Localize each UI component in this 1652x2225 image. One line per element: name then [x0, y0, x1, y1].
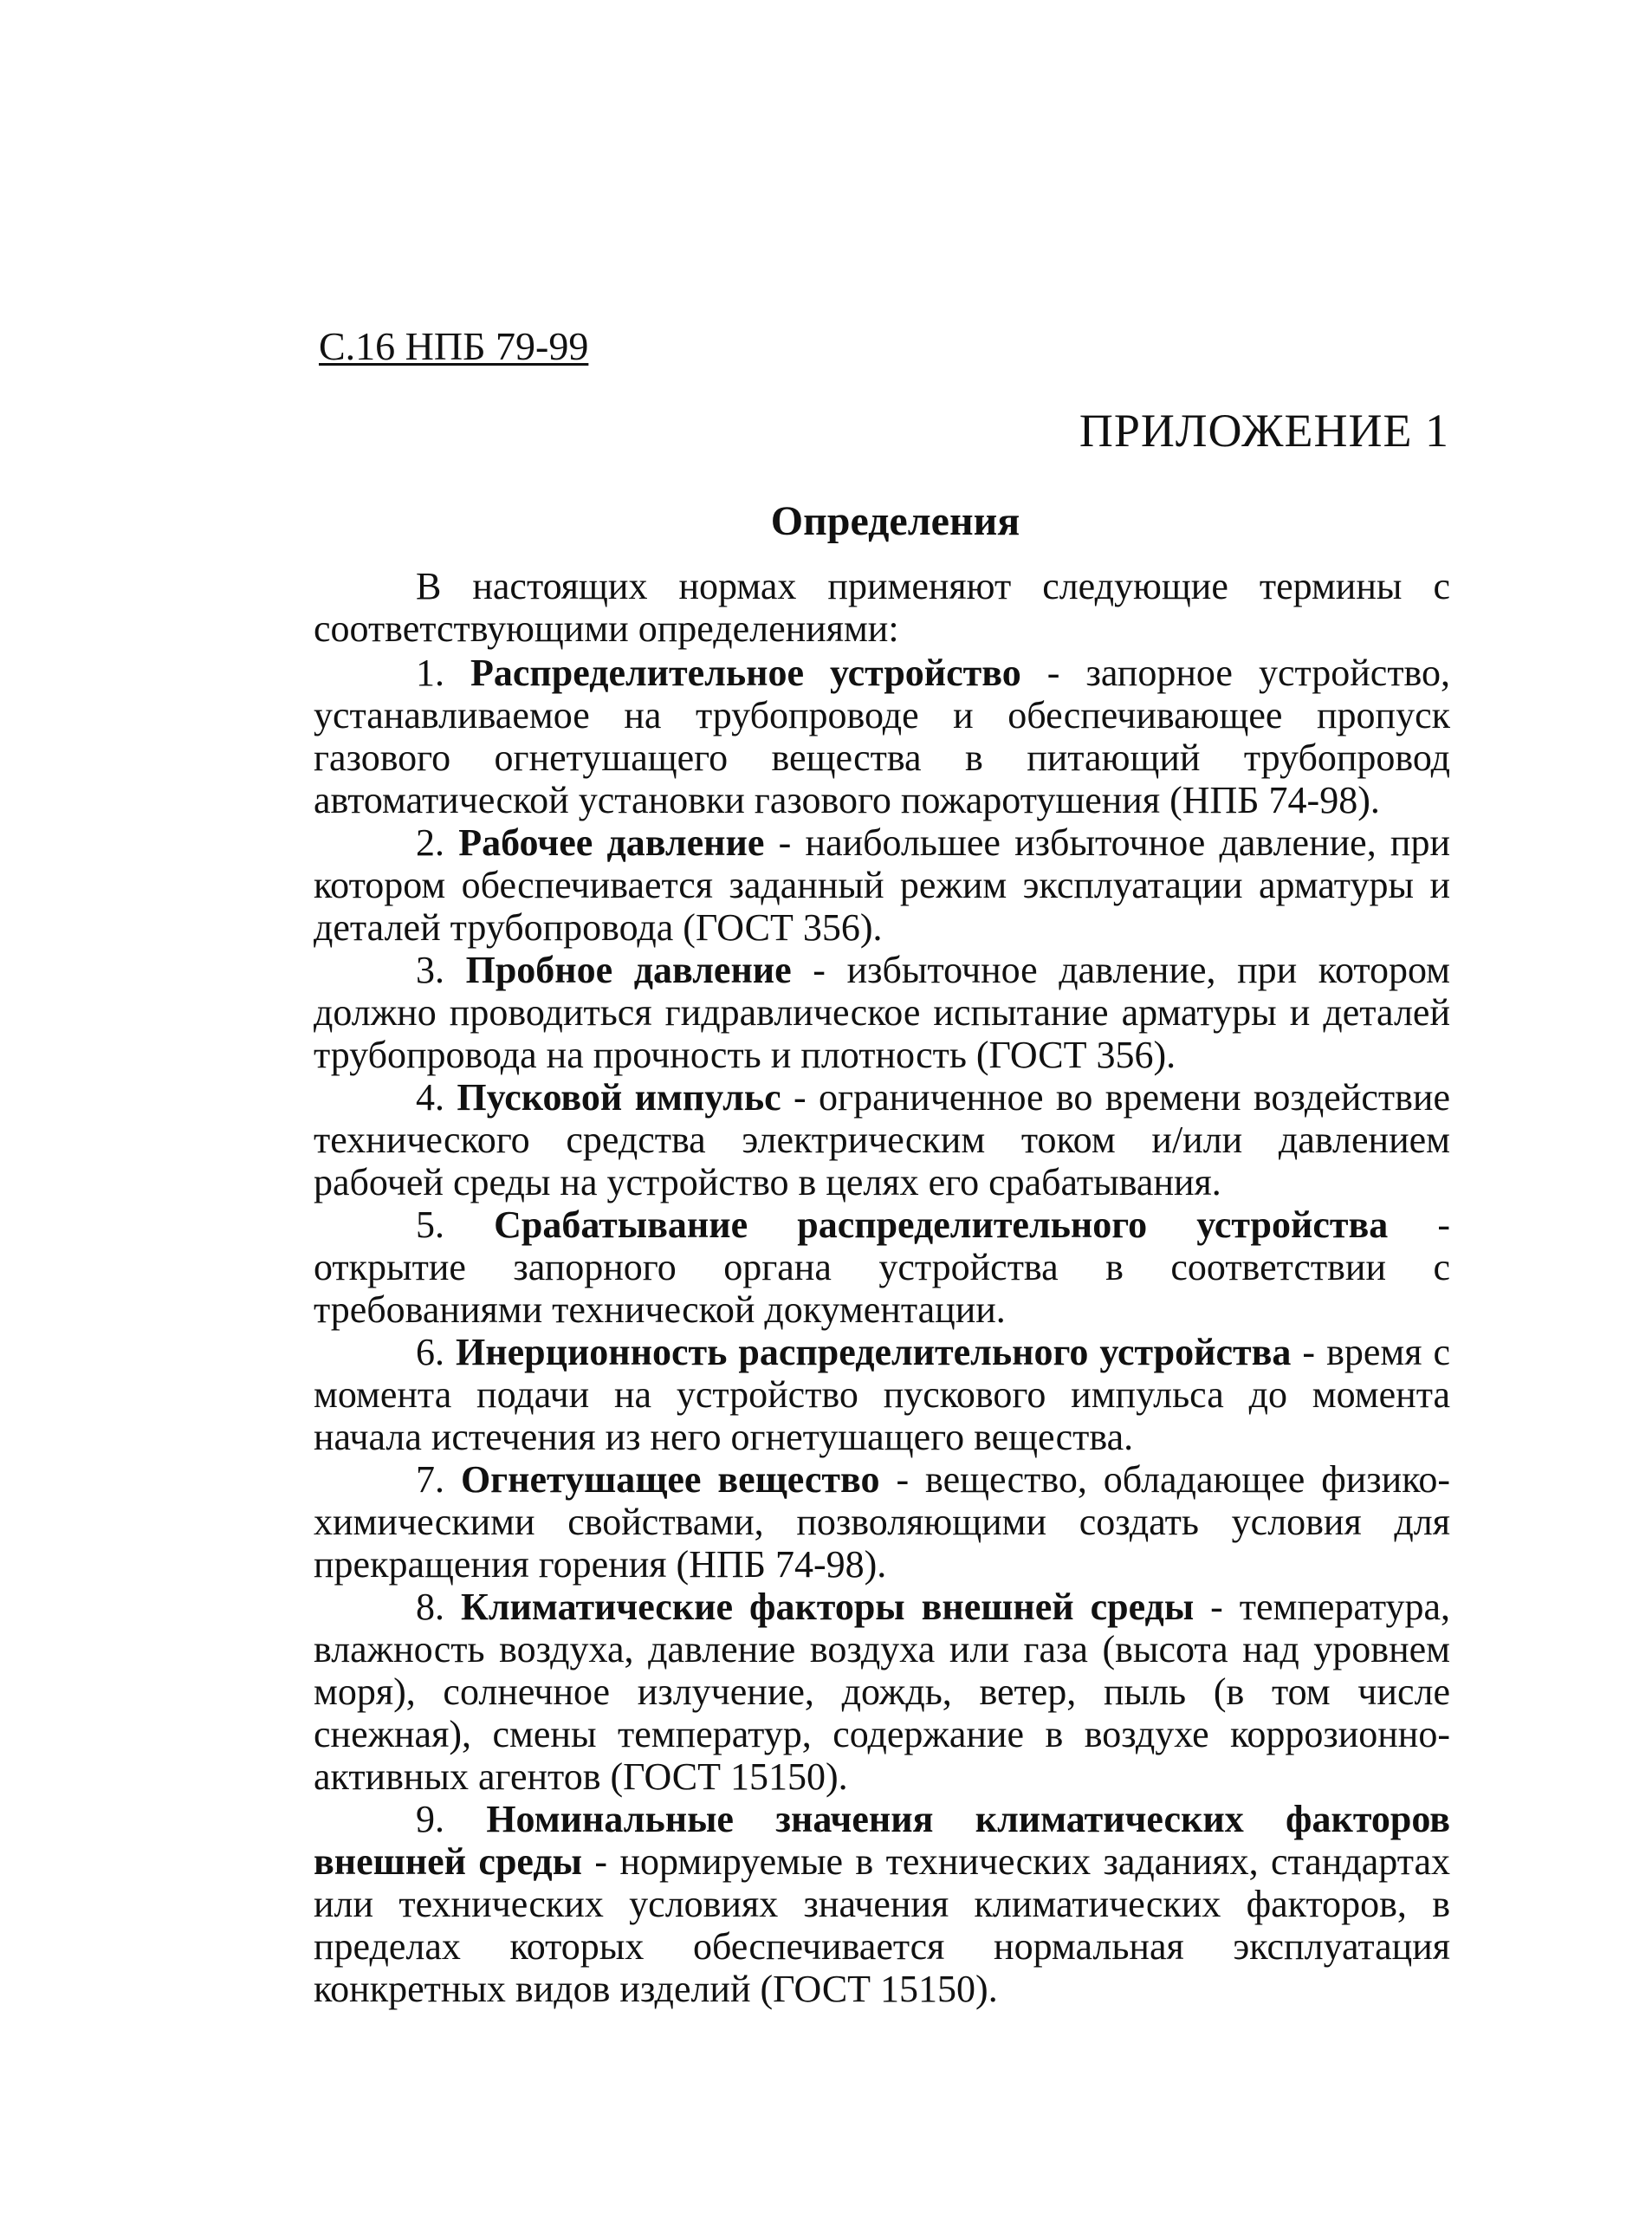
definition-separator: - [794, 1076, 807, 1119]
definition-number: 5. [416, 1203, 444, 1246]
definition-7 [314, 1458, 1450, 1586]
definition-text: вещество, обладающее физико-химическими свойствами, позволяющими создать условия для прекращения горения (НПБ 74-98). [314, 1458, 1451, 1586]
definition-8 [314, 1586, 1450, 1798]
definition-separator: - [1210, 1586, 1223, 1628]
definition-text: температура, влажность воздуха, давление воздуха или газа (высота над уровнем моря), солнечное излучение, дождь, ветер, пыль (в том числе снежная), смены температур, содержание в воздухе коррозионно-активных агентов (ГОСТ 15150). [314, 1586, 1451, 1798]
appendix-label: ПРИЛОЖЕНИЕ 1 [1079, 405, 1449, 457]
definition-9 [314, 1798, 1450, 2010]
definition-text: наибольшее избыточное давление, при котором обеспечивается заданный режим эксплуатации арматуры и деталей трубопровода (ГОСТ 356). [314, 821, 1451, 949]
definition-separator: - [778, 821, 792, 864]
definition-number: 2. [416, 821, 444, 864]
definition-text: нормируемые в технических заданиях, стандартах или технических условиях значения климатических факторов, в пределах которых обеспечивается нормальная эксплуатация конкретных видов изделий (ГОСТ 15150). [314, 1840, 1451, 2010]
definition-number: 9. [416, 1798, 444, 1840]
definition-term: Распределительное устройство [470, 652, 1021, 694]
definition-1 [314, 652, 1450, 821]
definition-number: 4. [416, 1076, 444, 1119]
definition-term: Пробное давление [465, 949, 792, 991]
definition-term: Огнетушащее вещество [460, 1458, 880, 1501]
definition-term: Пусковой импульс [457, 1076, 781, 1119]
definition-term: Номинальные значения климатических факторов внешней среды [314, 1798, 1450, 1883]
definition-number: 6. [416, 1331, 444, 1373]
definition-separator: - [594, 1840, 608, 1883]
definition-separator: - [1437, 1203, 1451, 1246]
definition-number: 3. [416, 949, 444, 991]
intro-paragraph: В настоящих нормах применяют следующие термины с соответствующими определениями: [314, 565, 1450, 650]
definition-4 [314, 1076, 1450, 1203]
definition-term: Инерционность распределительного устройства [456, 1331, 1292, 1373]
document-body [314, 565, 1450, 2010]
definition-6 [314, 1331, 1450, 1458]
definition-term: Климатические факторы внешней среды [460, 1586, 1195, 1628]
definition-3 [314, 949, 1450, 1076]
definition-separator: - [813, 949, 826, 991]
definition-separator: - [1302, 1331, 1316, 1373]
definition-separator: - [1046, 652, 1060, 694]
definition-text: открытие запорного органа устройства в соответствии с требованиями технической документации. [314, 1246, 1450, 1331]
page-header: С.16 НПБ 79-99 [319, 324, 589, 368]
definition-text: запорное устройство, устанавливаемое на трубопроводе и обеспечивающее пропуск газового огнетушащего вещества в питающий трубопровод автоматической установки газового пожаротушения (НПБ 74-98). [314, 652, 1451, 821]
definition-text: ограниченное во времени воздействие технического средства электрическим током и/или давлением рабочей среды на устройство в целях его срабатывания. [314, 1076, 1450, 1203]
definition-text: избыточное давление, при котором должно проводиться гидравлическое испытание арматуры и деталей трубопровода на прочность и плотность (ГОСТ 356). [314, 949, 1451, 1076]
definition-number: 7. [416, 1458, 444, 1501]
definition-text: время с момента подачи на устройство пускового импульса до момента начала истечения из него огнетушащего вещества. [314, 1331, 1451, 1458]
definition-term: Срабатывание распределительного устройства [494, 1203, 1389, 1246]
definition-5 [314, 1203, 1450, 1331]
definition-number: 8. [416, 1586, 444, 1628]
definition-2 [314, 821, 1450, 949]
definition-number: 1. [416, 652, 444, 694]
definition-term: Рабочее давление [458, 821, 765, 864]
section-title: Определения [770, 498, 1020, 544]
definition-separator: - [896, 1458, 910, 1501]
